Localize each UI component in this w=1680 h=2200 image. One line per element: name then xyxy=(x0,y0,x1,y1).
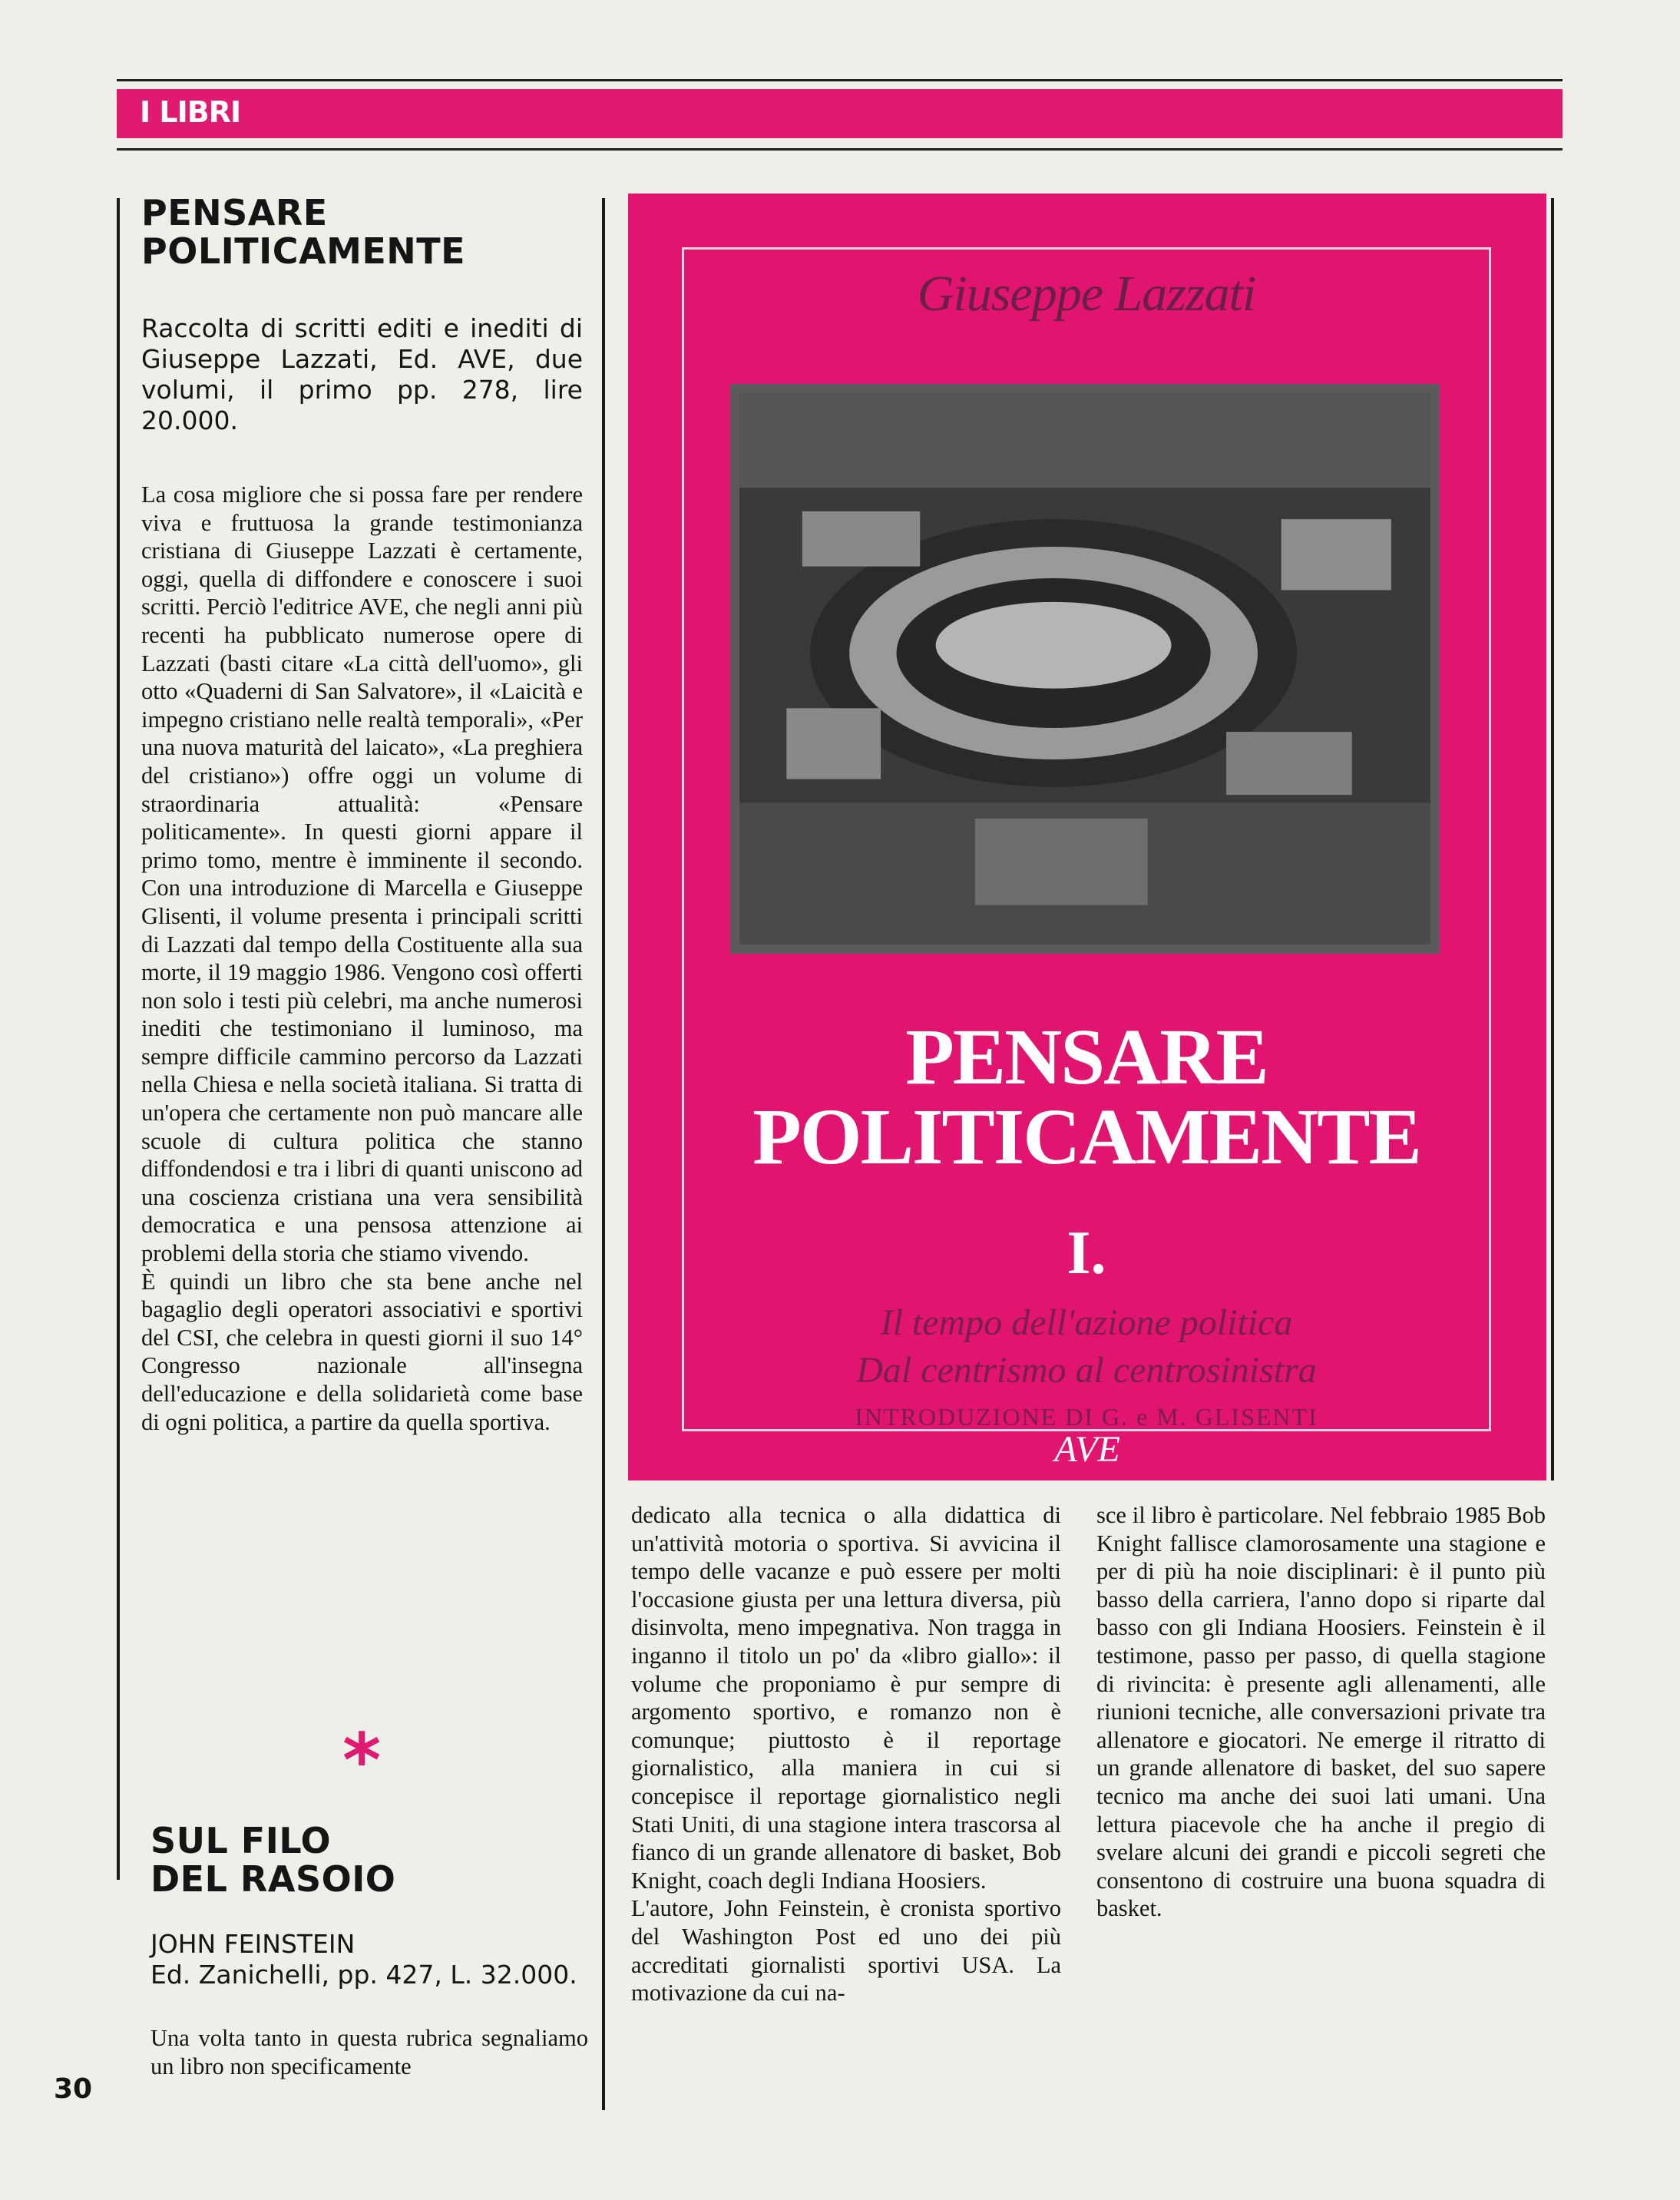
review2-title-line2: DEL RASOIO xyxy=(150,1858,396,1900)
review2-body-col1: Una volta tanto in questa rubrica segnaliamo un libro non specificamente xyxy=(150,2025,588,2079)
cover-publisher: AVE xyxy=(1054,1429,1120,1470)
aerial-photo-icon xyxy=(739,393,1430,945)
book-cover xyxy=(628,194,1546,1480)
review2-column-2 xyxy=(631,1501,1061,2007)
cover-volume: I. xyxy=(1067,1219,1106,1287)
review-title-line1: PENSARE xyxy=(141,192,328,233)
separator-asterisk: * xyxy=(342,1718,382,1804)
cover-border xyxy=(682,247,1491,1431)
review-title-line2: POLITICAMENTE xyxy=(141,230,466,272)
review2-body-col2b: L'autore, John Feinstein, è cronista sportivo del Washington Post ed uno dei più accreditati giornalisti sportivi USA. La motivazione da cui na- xyxy=(631,1895,1061,2006)
bibliographic-info: Raccolta di scritti editi e inediti di Giuseppe Lazzati, Ed. AVE, due volumi, il primo pp. 278, lire 20.000. xyxy=(141,313,583,435)
review-body-paragraph-2: È quindi un libro che sta bene anche nel bagaglio degli operatori associativi e sportivi del CSI, che celebra in questi giorni il suo 14° Congresso nazionale all'insegna dell'educazione e della solidarietà come base di ogni politica, a partire da quella sportiva. xyxy=(141,1268,583,1435)
review2-body-col3: sce il libro è particolare. Nel febbraio 1985 Bob Knight fallisce clamorosamente una stagione e per di più ha noie disciplinari: è il punto più basso della carriera, l'anno dopo si riparte dal basso con gli Indiana Hoosiers. Feinstein è il testimone, passo per passo, di quella stagione di rivincita: è presente agli allenamenti, alle riunioni tecniche, alle conversazioni private tra allenatore e giocatori. Ne emerge il ritratto di un grande allenatore di basket, del suo sapere tecnico ma anche dei suoi lati umani. Una lettura piacevole che ha anche il pregio di svelare alcuni dei grandi e piccoli segreti che consentono di costruire una buona squadra di basket. xyxy=(1096,1502,1546,1922)
cover-title xyxy=(684,1013,1489,1181)
cover-title-line1: PENSARE xyxy=(905,1013,1268,1101)
cover-author: Giuseppe Lazzati xyxy=(917,266,1256,322)
review2-title xyxy=(150,1821,588,1898)
review2-bibliographic-info: Ed. Zanichelli, pp. 427, L. 32.000. xyxy=(150,1960,577,1990)
column-rule-right xyxy=(1551,198,1554,1480)
header-bottom-rule xyxy=(117,148,1563,151)
cover-framed-photo xyxy=(730,384,1440,954)
column-rule-middle xyxy=(602,198,605,2110)
cover-title-line2: POLITICAMENTE xyxy=(752,1093,1420,1181)
review2-body-col2: dedicato alla tecnica o alla didattica di un'attività motoria o sportiva. Si avvicina il tempo delle vacanze e può essere per molti l'occasione giusta per una lettura diversa, più disinvolta, meno impegnativa. Non tragga in inganno il titolo un po' da «libro giallo»: il volume che proponiamo è pur sempre di argomento sportivo, e romanzo non è comunque; piuttosto è il reportage giornalistico, alla maniera in cui si concepisce il reportage giornalistico negli Stati Uniti, di una stagione intera trascorsa al fianco di un grande allenatore di basket, Bob Knight, coach degli Indiana Hoosiers. xyxy=(631,1502,1061,1894)
review-pensare-politicamente xyxy=(141,194,583,1436)
review2-author: JOHN FEINSTEIN xyxy=(150,1929,356,1959)
page-number: 30 xyxy=(54,2073,93,2105)
cover-introduction: INTRODUZIONE DI G. e M. GLISENTI xyxy=(855,1403,1318,1431)
column-rule-left xyxy=(117,198,120,1880)
review-title xyxy=(141,194,583,270)
top-rule xyxy=(117,79,1563,81)
review-sul-filo-del-rasoio xyxy=(150,1821,588,2080)
review-body: La cosa migliore che si possa fare per rendere viva e fruttuosa la grande testimonianza cristiana di Giuseppe Lazzati è certamente, oggi, quella di diffondere e conoscere i suoi scritti. Perciò l'editrice AVE, che negli anni più recenti ha pubblicato numerose opere di Lazzati (basti citare «La città dell'uomo», gli otto «Quaderni di San Salvatore», il «Laicità e impegno cristiano nelle realtà temporali», «Per una nuova maturità del laicato», «La preghiera del cristiano») offre oggi un volume di straordinaria attualità: «Pensare politicamente». In questi giorni appare il primo tomo, mentre è imminente il secondo. Con una introduzione di Marcella e Giuseppe Glisenti, il volume presenta i principali scritti di Lazzati dal tempo della Costituente alla sua morte, il 19 maggio 1986. Vengono così offerti non solo i testi più celebri, ma anche numerosi inediti che testimoniano il luminoso, ma sempre difficile cammino percorso da Lazzati nella Chiesa e nella società italiana. Si tratta di un'opera che certamente non può mancare alle scuole di cultura politica che stanno diffondendosi e tra i libri di quanti uniscono ad una coscienza cristiana una vera sensibilità democratica e una pensosa attenzione ai problemi della storia che stiamo vivendo. xyxy=(141,481,583,1267)
section-header xyxy=(117,89,1563,138)
review2-column-3 xyxy=(1096,1501,1546,1923)
section-label: I LIBRI xyxy=(140,95,241,129)
review2-title-line1: SUL FILO xyxy=(150,1820,332,1861)
cover-subtitle-line2: Dal centrismo al centrosinistra xyxy=(856,1350,1317,1391)
cover-subtitle-line1: Il tempo dell'azione politica xyxy=(880,1302,1293,1343)
